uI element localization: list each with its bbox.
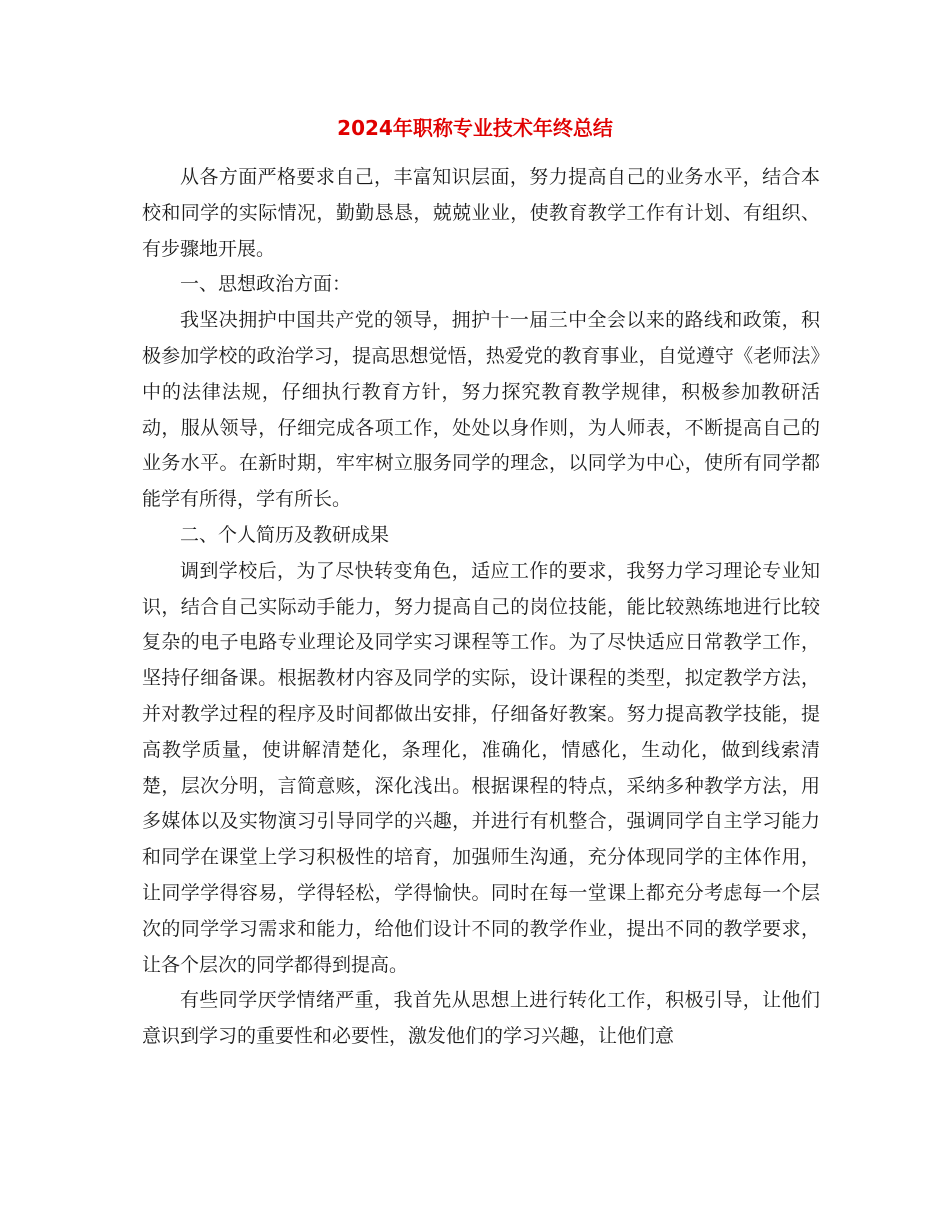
section-heading-resume: 二、个人简历及教研成果: [180, 523, 390, 546]
paragraph-teaching: 调到学校后，为了尽快转变角色，适应工作的要求，我努力学习理论专业知识，结合自己实际动手能力，努力提高自己的岗位技能，能比较熟练地进行比较复杂的电子电路专业理论及同学实习课程等工作。为了尽快适应日常教学工作，坚持仔细备课。根据教材内容及同学的实际，设计课程的类型，拟定教学方法，并对教学过程的程序及时间都做出安排，仔细备好教案。努力提高教学技能，提高教学质量，使讲解清楚化，条理化，准确化，情感化，生动化，做到线索清楚，层次分明，言简意赅，深化浅出。根据课程的特点，采纳多种教学方法，用多媒体以及实物演习引导同学的兴趣，并进行有机整合，强调同学自主学习能力和同学在课堂上学习积极性的培育，加强师生沟通，充分体现同学的主体作用，让同学学得容易，学得轻松，学得愉快。同时在每一堂课上都充分考虑每一个层次的同学学习需求和能力，给他们设计不同的教学作业，提出不同的教学要求，让各个层次的同学都得到提高。: [142, 559, 820, 976]
section-heading-political: 一、思想政治方面：: [180, 273, 352, 296]
document-title: 2024年职称专业技术年终总结: [337, 116, 613, 140]
paragraph-intro: 从各方面严格要求自己，丰富知识层面，努力提高自己的业务水平，结合本校和同学的实际情况，勤勤恳恳，兢兢业业，使教育教学工作有计划、有组织、有步骤地开展。: [142, 166, 820, 260]
paragraph-students: 有些同学厌学情绪严重，我首先从思想上进行转化工作，积极引导，让他们意识到学习的重要性和必要性，激发他们的学习兴趣，让他们意: [142, 989, 820, 1048]
paragraph-political: 我坚决拥护中国共产党的领导，拥护十一届三中全会以来的路线和政策，积极参加学校的政治学习，提高思想觉悟，热爱党的教育事业，自觉遵守《老师法》中的法律法规，仔细执行教育方针，努力探究教育教学规律，积极参加教研活动，服从领导，仔细完成各项工作，处处以身作则，为人师表，不断提高自己的业务水平。在新时期，牢牢树立服务同学的理念，以同学为中心，使所有同学都能学有所得，学有所长。: [142, 309, 820, 511]
document-body: [142, 160, 820, 1055]
